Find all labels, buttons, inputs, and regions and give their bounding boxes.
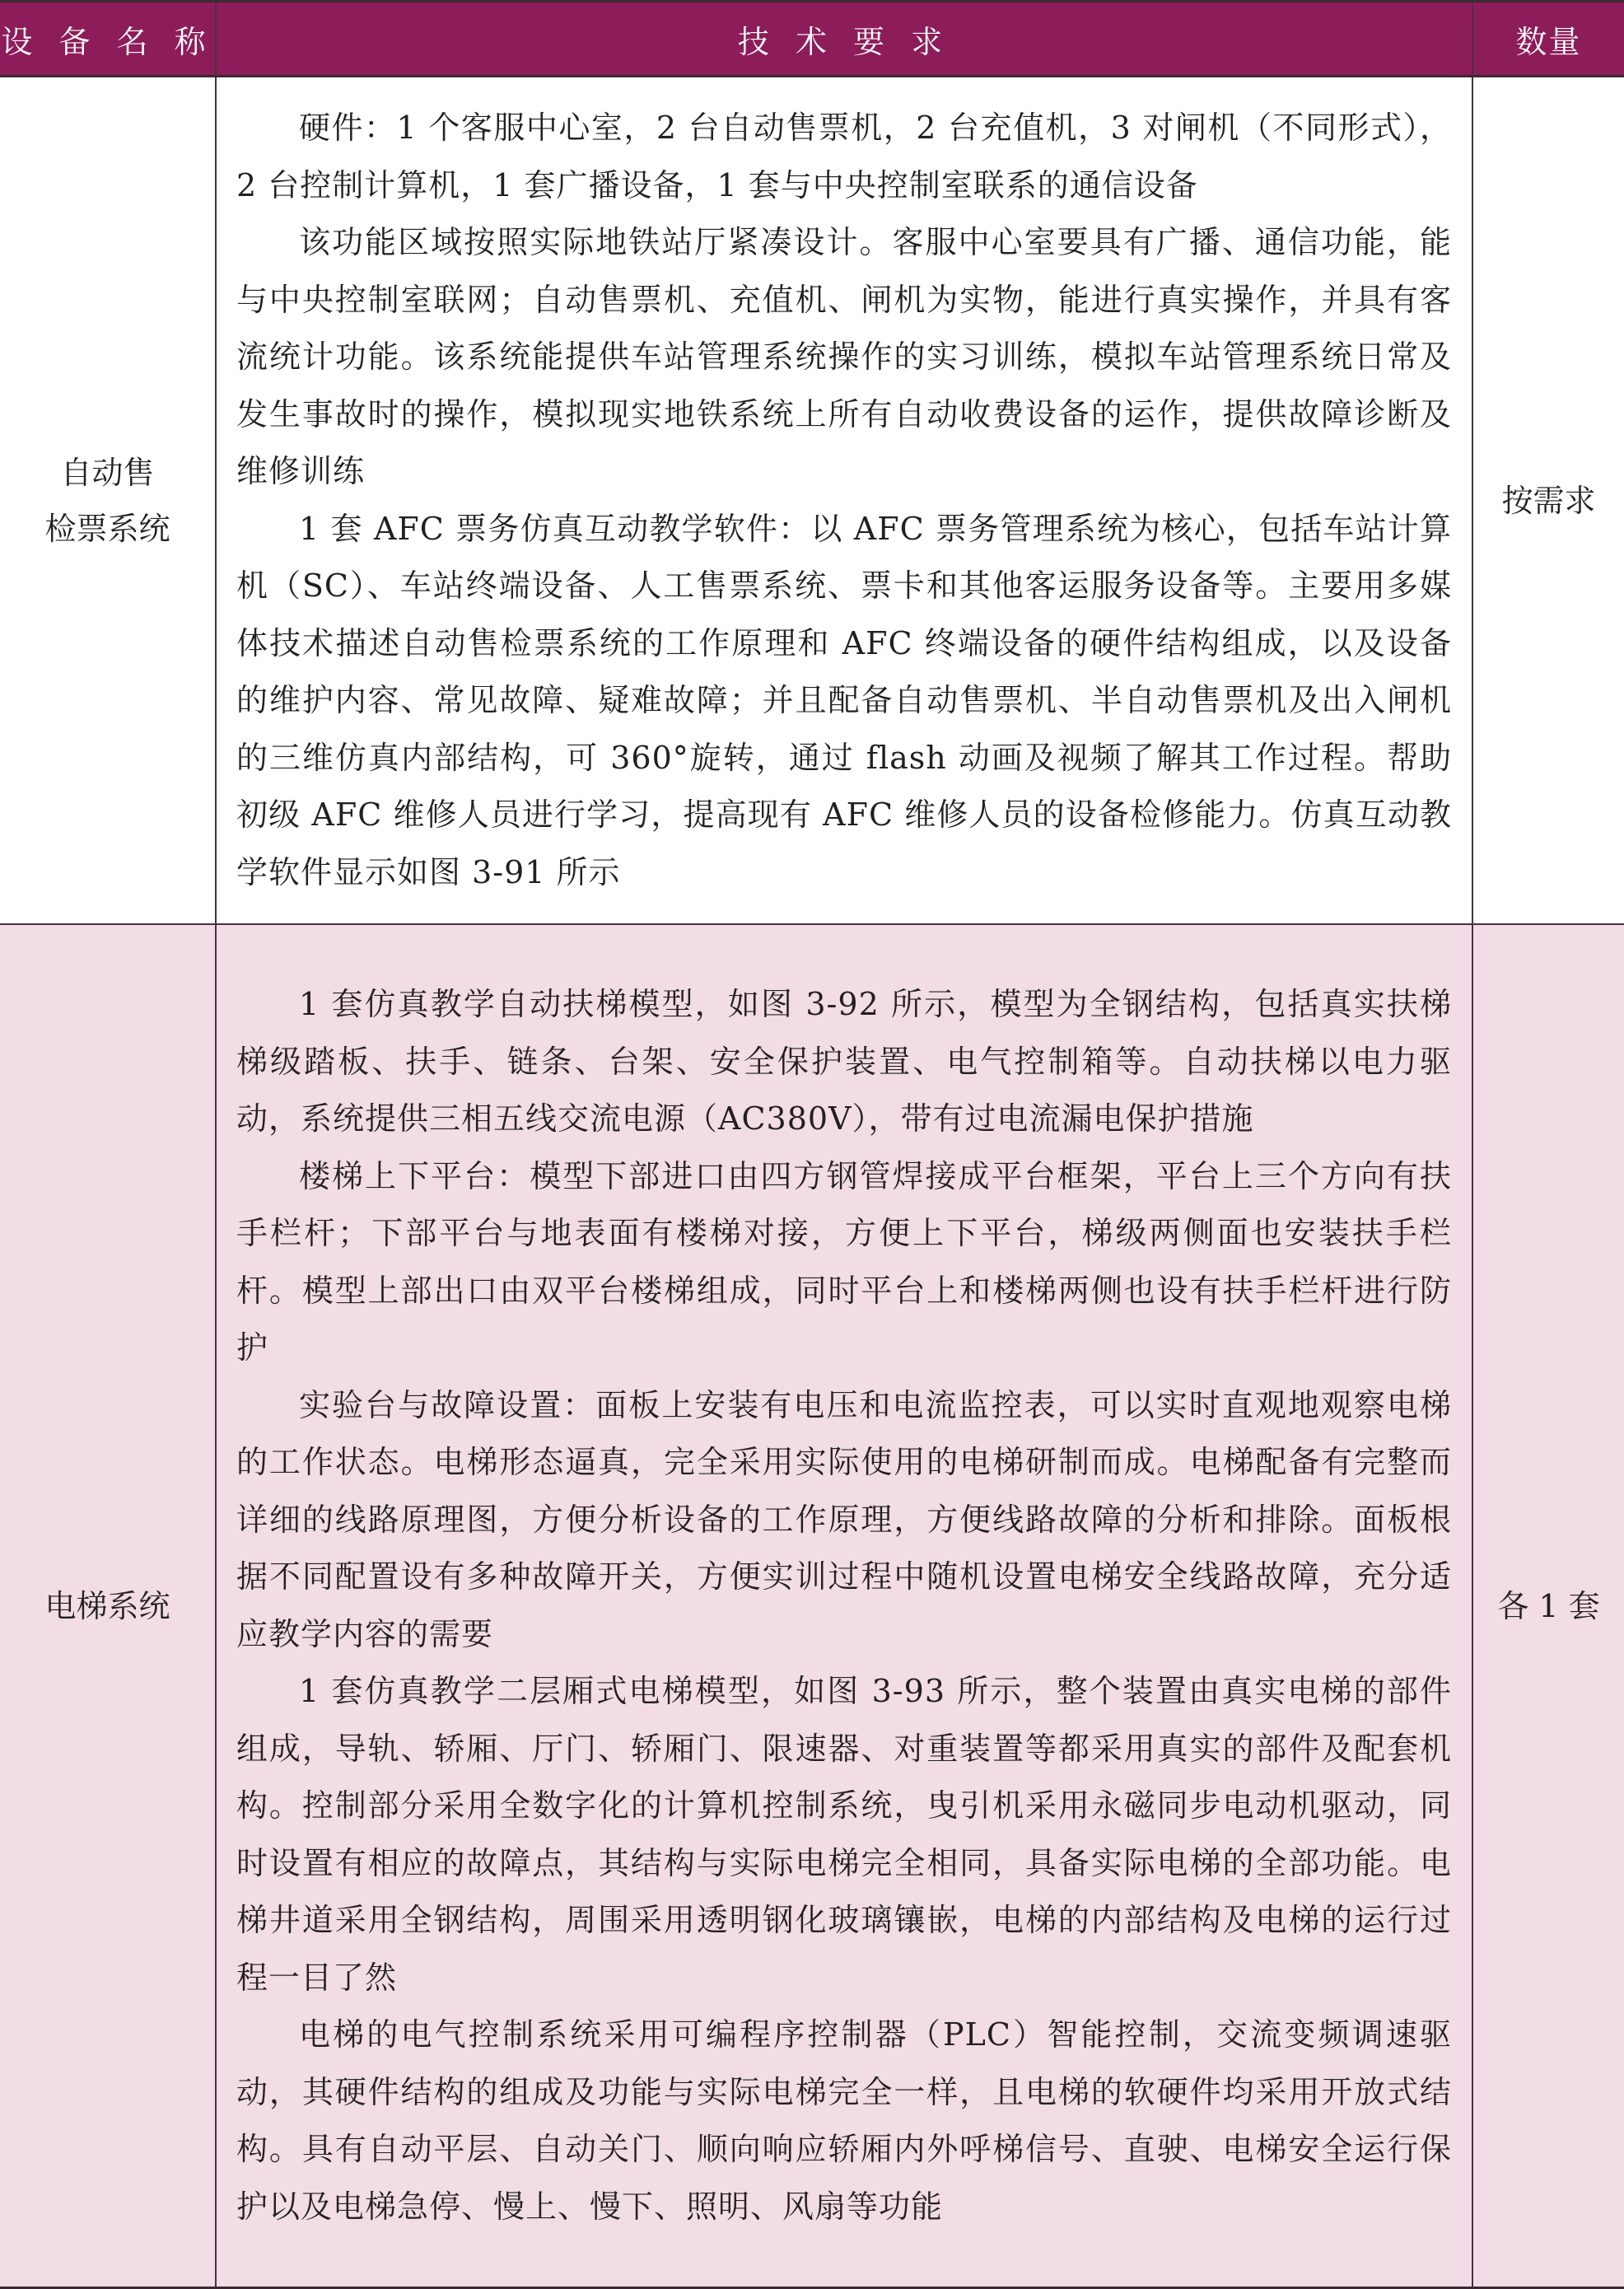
quantity-cell: 按需求: [1472, 77, 1624, 925]
requirement-paragraph: 电梯的电气控制系统采用可编程序控制器（PLC）智能控制，交流变频调速驱动，其硬件结构的组成及功能与实际电梯完全一样，且电梯的软硬件均采用开放式结构。具有自动平层、自动关门、顺向响应轿厢内外呼梯信号、直驶、电梯安全运行保护以及电梯急停、慢上、慢下、照明、风扇等功能: [236, 2016, 1452, 2225]
requirement-paragraph: 楼梯上下平台：模型下部进口由四方钢管焊接成平台框架，平台上三个方向有扶手栏杆；下部平台与地表面有楼梯对接，方便上下平台，梯级两侧面也安装扶手栏杆。模型上部出口由双平台楼梯组成，同时平台上和楼梯两侧也设有扶手栏杆进行防护: [236, 1157, 1452, 1366]
table-header-row: [0, 2, 1624, 77]
requirement-paragraph: 1 套仿真教学自动扶梯模型，如图 3-92 所示，模型为全钢结构，包括真实扶梯梯级踏板、扶手、链条、台架、安全保护装置、电气控制箱等。自动扶梯以电力驱动，系统提供三相五线交流电源（AC380V），带有过电流漏电保护措施: [236, 986, 1452, 1137]
equipment-name-line: 电梯系统: [44, 1587, 170, 1624]
header-equipment-name: 设 备 名 称: [0, 2, 216, 77]
table-row-afc: [0, 77, 1624, 925]
equipment-name-cell: [0, 924, 216, 2288]
requirement-paragraph: 1 套 AFC 票务仿真互动教学软件：以 AFC 票务管理系统为核心，包括车站计算机（SC）、车站终端设备、人工售票系统、票卡和其他客运服务设备等。主要用多媒体技术描述自动售检票系统的工作原理和 AFC 终端设备的硬件结构组成，以及设备的维护内容、常见故障、疑难故障；并且配备自动售票机、半自动售票机及出入闸机的三维仿真内部结构，可 360°旋转，通过 flash 动画及视频了解其工作过程。帮助初级 AFC 维修人员进行学习，提高现有 AFC 维修人员的设备检修能力。仿真互动教学软件显示如图 3-91 所示: [236, 510, 1452, 890]
equipment-name-line: 自动售: [60, 454, 155, 491]
requirements-cell: [216, 77, 1472, 925]
equipment-name-line: 检票系统: [44, 510, 170, 547]
quantity-cell: 各 1 套: [1472, 924, 1624, 2288]
requirement-paragraph: 该功能区域按照实际地铁站厅紧凑设计。客服中心室要具有广播、通信功能，能与中央控制室联网；自动售票机、充值机、闸机为实物，能进行真实操作，并具有客流统计功能。该系统能提供车站管理系统操作的实习训练，模拟车站管理系统日常及发生事故时的操作，模拟现实地铁系统上所有自动收费设备的运作，提供故障诊断及维修训练: [236, 224, 1452, 489]
table-row-elevator: [0, 924, 1624, 2288]
header-technical-requirements: 技 术 要 求: [216, 2, 1472, 77]
requirement-paragraph: 1 套仿真教学二层厢式电梯模型，如图 3-93 所示，整个装置由真实电梯的部件组成，导轨、轿厢、厅门、轿厢门、限速器、对重装置等都采用真实的部件及配套机构。控制部分采用全数字化的计算机控制系统，曳引机采用永磁同步电动机驱动，同时设置有相应的故障点，其结构与实际电梯完全相同，具备实际电梯的全部功能。电梯井道采用全钢结构，周围采用透明钢化玻璃镶嵌，电梯的内部结构及电梯的运行过程一目了然: [236, 1673, 1452, 1996]
requirement-paragraph: 硬件：1 个客服中心室，2 台自动售票机，2 台充值机，3 对闸机（不同形式），2 台控制计算机，1 套广播设备，1 套与中央控制室联系的通信设备: [236, 110, 1452, 203]
requirements-cell: [216, 924, 1472, 2288]
header-quantity: 数量: [1472, 2, 1624, 77]
equipment-name-cell: [0, 77, 216, 925]
requirement-paragraph: 实验台与故障设置：面板上安装有电压和电流监控表，可以实时直观地观察电梯的工作状态。电梯形态逼真，完全采用实际使用的电梯研制而成。电梯配备有完整而详细的线路原理图，方便分析设备的工作原理，方便线路故障的分析和排除。面板根据不同配置设有多种故障开关，方便实训过程中随机设置电梯安全线路故障，充分适应教学内容的需要: [236, 1386, 1452, 1652]
